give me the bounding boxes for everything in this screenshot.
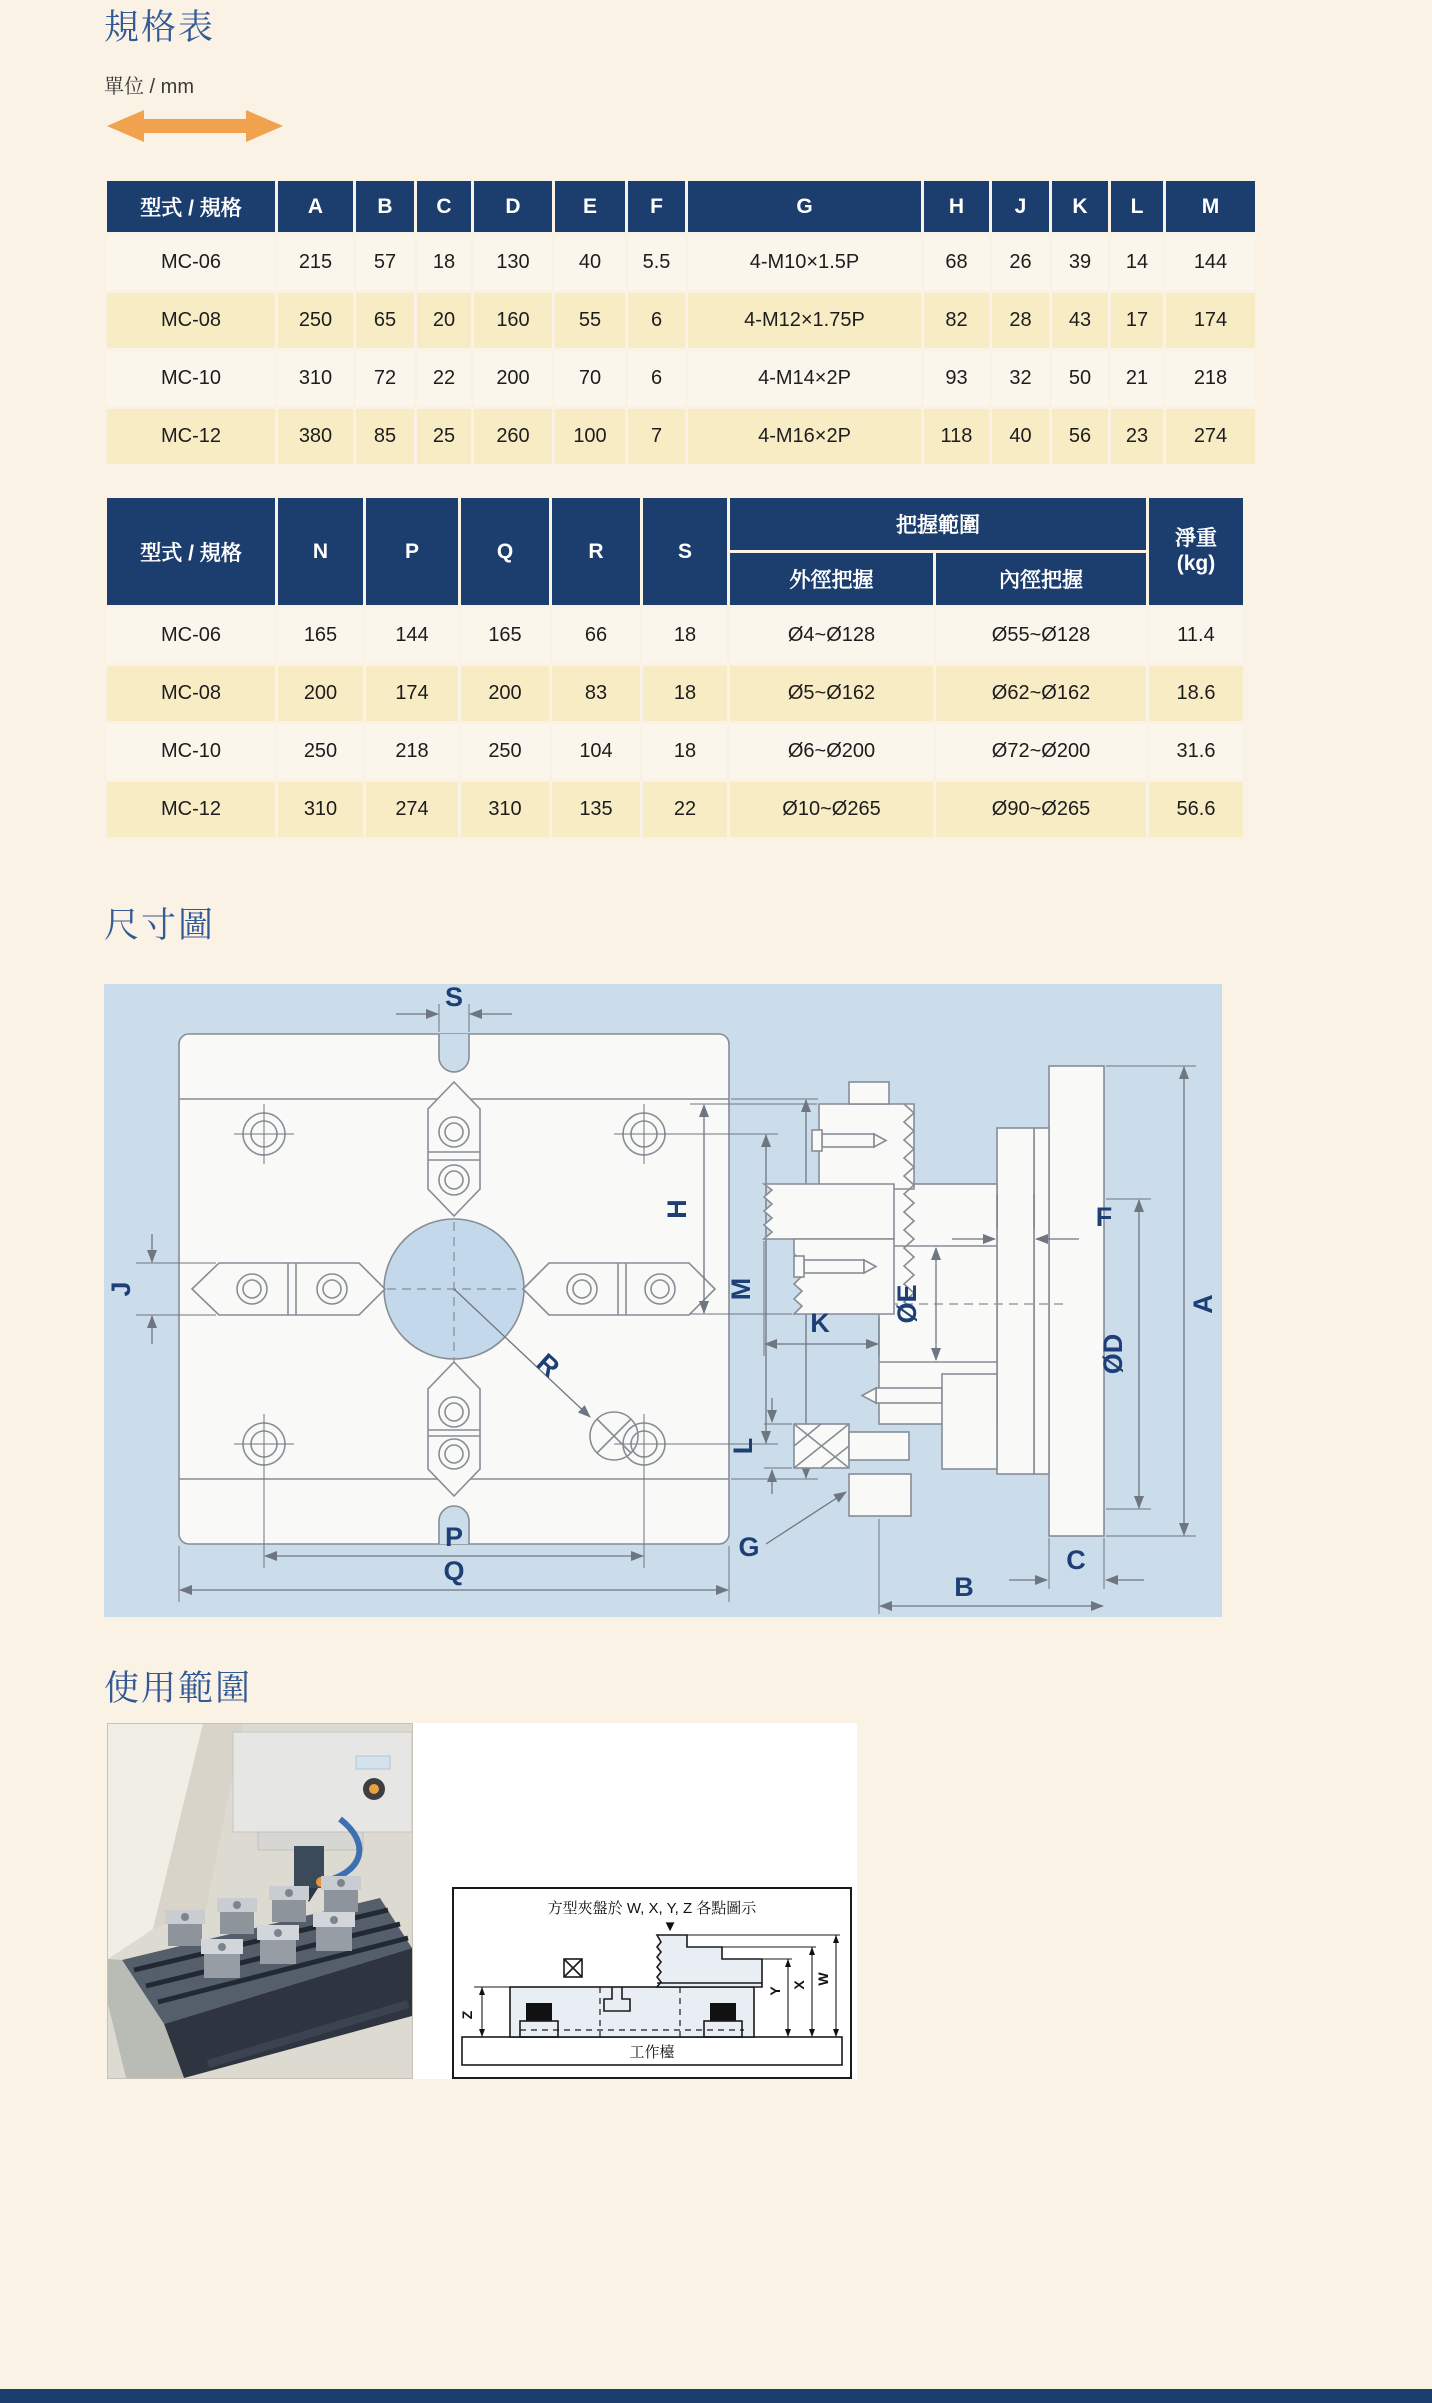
svg-text:ØE: ØE [892, 1284, 922, 1324]
adjust-screw [794, 1424, 909, 1468]
value-cell: 43 [1052, 293, 1108, 348]
value-cell: 72 [356, 351, 414, 406]
svg-text:M: M [726, 1277, 756, 1301]
jaw-right [523, 1263, 715, 1315]
svg-text:F: F [1095, 1202, 1113, 1232]
svg-text:Q: Q [443, 1556, 465, 1586]
svg-text:B: B [954, 1572, 974, 1602]
jaw-left [192, 1263, 385, 1315]
jaw-bottom [428, 1362, 480, 1496]
table-row [107, 293, 1255, 348]
front-view [106, 984, 845, 1602]
page-content [104, 0, 1228, 2079]
work-table-label: 工作檯 [629, 2044, 675, 2061]
value-cell: 17 [1111, 293, 1163, 348]
value-cell: Ø62~Ø162 [936, 666, 1146, 721]
value-cell: 18.6 [1149, 666, 1243, 721]
col-header: E [555, 181, 625, 232]
value-cell: 57 [356, 235, 414, 290]
value-cell: 55 [555, 293, 625, 348]
value-cell: 4-M14×2P [688, 351, 921, 406]
col-header-weight [1149, 498, 1243, 605]
svg-text:R: R [530, 1347, 566, 1383]
value-cell: Ø10~Ø265 [730, 782, 933, 837]
value-cell: 39 [1052, 235, 1108, 290]
value-cell: Ø55~Ø128 [936, 608, 1146, 663]
value-cell: Ø90~Ø265 [936, 782, 1146, 837]
model-cell: MC-10 [107, 724, 275, 779]
svg-text:L: L [728, 1437, 758, 1455]
svg-text:C: C [1066, 1545, 1086, 1575]
col-header-n: N [278, 498, 363, 605]
double-arrow-wrap [104, 107, 1224, 150]
col-header: J [992, 181, 1049, 232]
machine-photo [107, 1723, 413, 2079]
dim-q [179, 1546, 729, 1602]
table-row [107, 724, 1243, 779]
col-header-s: S [643, 498, 727, 605]
value-cell: 28 [992, 293, 1049, 348]
value-cell: 11.4 [1149, 608, 1243, 663]
value-cell: 82 [924, 293, 989, 348]
value-cell: 380 [278, 409, 353, 464]
value-cell: 250 [278, 724, 363, 779]
value-cell: 135 [552, 782, 640, 837]
value-cell: 4-M16×2P [688, 409, 921, 464]
pointer-icon: ▼ [662, 1918, 678, 1935]
col-header: H [924, 181, 989, 232]
value-cell: 25 [417, 409, 471, 464]
svg-text:X: X [791, 1980, 807, 1990]
dim-l [728, 1398, 792, 1494]
value-cell: 18 [643, 666, 727, 721]
value-cell: 118 [924, 409, 989, 464]
footer-accent-bar [0, 2389, 1432, 2403]
double-arrow-icon [104, 107, 286, 145]
value-cell: 18 [643, 608, 727, 663]
col-header-grip-inner: 內徑把握 [936, 553, 1146, 605]
value-cell: 32 [992, 351, 1049, 406]
svg-text:Z: Z [459, 2010, 475, 2020]
unit-label: 單位 / mm [104, 76, 194, 98]
value-cell: 7 [628, 409, 685, 464]
value-cell: Ø6~Ø200 [730, 724, 933, 779]
value-cell: 26 [992, 235, 1049, 290]
svg-text:K: K [810, 1308, 830, 1338]
svg-text:W: W [815, 1972, 831, 1986]
spec-section-title: 規格表 [104, 8, 216, 47]
col-header-grip-outer: 外徑把握 [730, 553, 933, 605]
value-cell: 104 [552, 724, 640, 779]
dim-s [396, 984, 512, 1032]
model-cell: MC-08 [107, 666, 275, 721]
col-header-r: R [552, 498, 640, 605]
value-cell: 250 [461, 724, 549, 779]
table-row [107, 608, 1243, 663]
value-cell: 274 [1166, 409, 1255, 464]
col-header: D [474, 181, 552, 232]
value-cell: 165 [278, 608, 363, 663]
dim-d [1095, 1199, 1151, 1509]
model-cell: MC-12 [107, 409, 275, 464]
model-cell: MC-10 [107, 351, 275, 406]
table-row [107, 409, 1255, 464]
svg-text:P: P [444, 1522, 464, 1552]
spec-table-2-body [107, 608, 1243, 837]
value-cell: 5.5 [628, 235, 685, 290]
model-cell: MC-06 [107, 608, 275, 663]
svg-text:J: J [106, 1281, 136, 1297]
value-cell: 218 [366, 724, 458, 779]
value-cell: 18 [643, 724, 727, 779]
value-cell: 18 [417, 235, 471, 290]
value-cell: 50 [1052, 351, 1108, 406]
value-cell: 22 [643, 782, 727, 837]
value-cell: 165 [461, 608, 549, 663]
usage-row [104, 1723, 1222, 2079]
col-header-grip-range: 把握範圍 [730, 498, 1146, 550]
value-cell: 85 [356, 409, 414, 464]
value-cell: 6 [628, 293, 685, 348]
svg-text:G: G [738, 1532, 760, 1562]
usage-drawing-caption: 方型夾盤於 W, X, Y, Z 各點圖示 [547, 1900, 757, 1917]
value-cell: 174 [366, 666, 458, 721]
value-cell: 218 [1166, 351, 1255, 406]
value-cell: 310 [461, 782, 549, 837]
table-row [107, 235, 1255, 290]
dim-a [1106, 1066, 1218, 1536]
value-cell: Ø72~Ø200 [936, 724, 1146, 779]
value-cell: 40 [992, 409, 1049, 464]
dimension-section-title: 尺寸圖 [104, 906, 216, 945]
table-row [107, 666, 1243, 721]
value-cell: 83 [552, 666, 640, 721]
value-cell: 65 [356, 293, 414, 348]
svg-text:S: S [444, 984, 464, 1012]
value-cell: 4-M12×1.75P [688, 293, 921, 348]
svg-text:ØD: ØD [1098, 1333, 1128, 1375]
col-header-model: 型式 / 規格 [107, 181, 275, 232]
weight-label: 淨重 [1175, 527, 1217, 551]
value-cell: 31.6 [1149, 724, 1243, 779]
spec-table-2 [104, 495, 1246, 840]
col-header-model: 型式 / 規格 [107, 498, 275, 605]
value-cell: 100 [555, 409, 625, 464]
svg-text:H: H [662, 1199, 692, 1219]
value-cell: 56 [1052, 409, 1108, 464]
usage-drawing [452, 1887, 852, 2079]
usage-drawing-box [452, 1887, 852, 2084]
jaw-top [428, 1082, 480, 1216]
col-header: A [278, 181, 353, 232]
col-header: K [1052, 181, 1108, 232]
value-cell: 4-M10×1.5P [688, 235, 921, 290]
model-cell: MC-06 [107, 235, 275, 290]
table-row [107, 782, 1243, 837]
table-row [107, 351, 1255, 406]
value-cell: 160 [474, 293, 552, 348]
value-cell: 66 [552, 608, 640, 663]
value-cell: 200 [278, 666, 363, 721]
value-cell: 310 [278, 782, 363, 837]
spec-table-1-header [107, 181, 1255, 232]
side-jaws [764, 1082, 914, 1314]
usage-drawing-panel [413, 1723, 857, 2079]
side-view [662, 1066, 1218, 1614]
col-header: L [1111, 181, 1163, 232]
weight-unit: (kg) [1176, 551, 1216, 575]
value-cell: 130 [474, 235, 552, 290]
col-header: B [356, 181, 414, 232]
spec-table-1-body [107, 235, 1255, 464]
col-header: G [688, 181, 921, 232]
value-cell: 56.6 [1149, 782, 1243, 837]
dimension-diagram [104, 984, 1222, 1617]
col-header: C [417, 181, 471, 232]
value-cell: 93 [924, 351, 989, 406]
value-cell: 250 [278, 293, 353, 348]
value-cell: 14 [1111, 235, 1163, 290]
dim-g [738, 1492, 846, 1562]
value-cell: 22 [417, 351, 471, 406]
spec-table-1 [104, 178, 1258, 467]
model-cell: MC-08 [107, 293, 275, 348]
value-cell: 6 [628, 351, 685, 406]
value-cell: 23 [1111, 409, 1163, 464]
machine-photo-illustration [108, 1724, 412, 2078]
value-cell: 70 [555, 351, 625, 406]
value-cell: 200 [474, 351, 552, 406]
value-cell: 20 [417, 293, 471, 348]
value-cell: 21 [1111, 351, 1163, 406]
usage-section-title: 使用範圍 [104, 1669, 253, 1708]
value-cell: 68 [924, 235, 989, 290]
value-cell: 144 [1166, 235, 1255, 290]
value-cell: 144 [366, 608, 458, 663]
value-cell: Ø4~Ø128 [730, 608, 933, 663]
dimension-diagram-panel [104, 984, 1222, 1617]
value-cell: 200 [461, 666, 549, 721]
value-cell: 274 [366, 782, 458, 837]
dim-c [1009, 1538, 1144, 1589]
col-header: F [628, 181, 685, 232]
value-cell: 174 [1166, 293, 1255, 348]
col-header-p: P [366, 498, 458, 605]
col-header-q: Q [461, 498, 549, 605]
model-cell: MC-12 [107, 782, 275, 837]
value-cell: 260 [474, 409, 552, 464]
spec-table-2-header [107, 498, 1243, 605]
value-cell: 310 [278, 351, 353, 406]
value-cell: 215 [278, 235, 353, 290]
svg-text:Y: Y [767, 1986, 783, 1996]
svg-text:A: A [1188, 1294, 1218, 1314]
value-cell: Ø5~Ø162 [730, 666, 933, 721]
value-cell: 40 [555, 235, 625, 290]
col-header: M [1166, 181, 1255, 232]
